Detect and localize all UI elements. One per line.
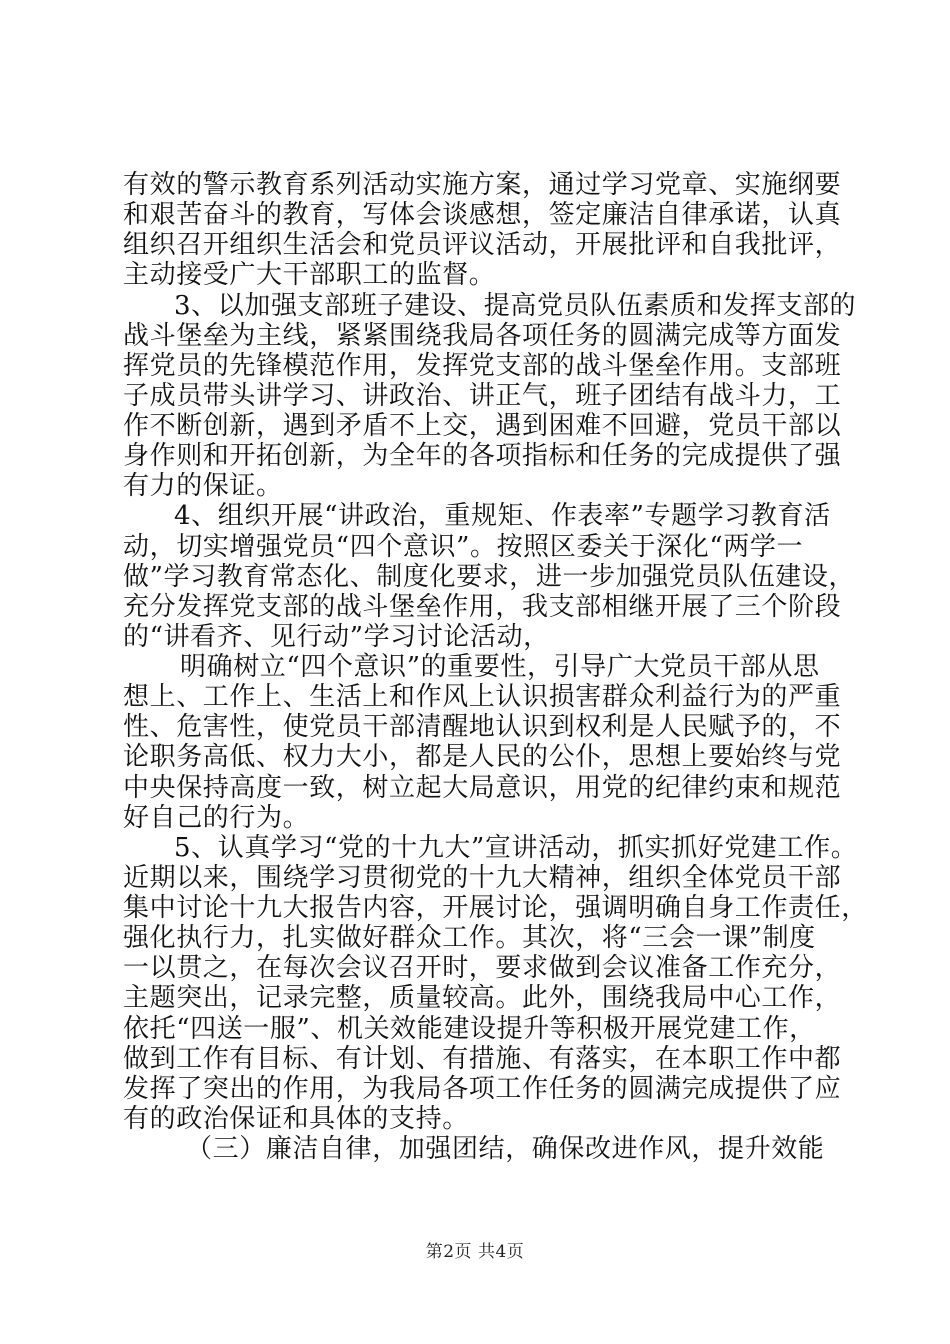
text-line: 强化执行力，扎实做好群众工作。其次，将“三会一课”制度 — [123, 923, 816, 953]
text-line: 做到工作有目标、有计划、有措施、有落实，在本职工作中都 — [123, 1044, 842, 1074]
text-line: 发挥了突出的作用，为我局各项工作任务的圆满完成提供了应 — [123, 1074, 842, 1104]
text-line: 做”学习教育常态化、制度化要求，进一步加强党员队伍建设， — [123, 562, 856, 592]
text-line: 作不断创新，遇到矛盾不上交，遇到困难不回避，党员干部以 — [123, 411, 842, 441]
text-line: 论职务高低、权力大小，都是人民的公仆，思想上要始终与党 — [123, 742, 842, 772]
text-line: 挥党员的先锋模范作用，发挥党支部的战斗堡垒作用。支部班 — [123, 351, 842, 381]
text-line: 近期以来，围绕学习贯彻党的十九大精神，组织全体党员干部 — [123, 863, 842, 893]
text-line: 充分发挥党支部的战斗堡垒作用，我支部相继开展了三个阶段 — [123, 592, 842, 622]
text-line: 有的政治保证和具体的支持。 — [123, 1104, 469, 1134]
text-line: 中央保持高度一致，树立起大局意识，用党的纪律约束和规范 — [123, 773, 842, 803]
text-line: 身作则和开拓创新，为全年的各项指标和任务的完成提供了强 — [123, 441, 842, 471]
text-line: 动，切实增强党员“四个意识”。按照区委关于深化“两学一 — [123, 532, 804, 562]
text-line: 的“讲看齐、见行动”学习讨论活动， — [123, 622, 550, 652]
page-footer — [0, 1240, 950, 1264]
text-line: 明确树立“四个意识”的重要性，引导广大党员干部从思 — [180, 652, 820, 682]
text-line: 组织召开组织生活会和党员评议活动，开展批评和自我批评， — [123, 230, 842, 260]
text-line: 战斗堡垒为主线，紧紧围绕我局各项任务的圆满完成等方面发 — [123, 321, 842, 351]
text-line: 子成员带头讲学习、讲政治、讲正气，班子团结有战斗力，工 — [123, 381, 842, 411]
text-line: 3、以加强支部班子建设、提高党员队伍素质和发挥支部的 — [174, 291, 857, 321]
text-line: 5、认真学习“党的十九大”宣讲活动，抓实抓好党建工作。 — [174, 833, 858, 863]
text-line: 好自己的行为。 — [123, 803, 310, 833]
text-line: （三）廉洁自律，加强团结，确保改进作风，提升效能 — [186, 1134, 825, 1164]
text-line: 有效的警示教育系列活动实施方案，通过学习党章、实施纲要 — [123, 170, 842, 200]
text-line: 一以贯之，在每次会议召开时，要求做到会议准备工作充分， — [123, 953, 842, 983]
text-line: 主动接受广大干部职工的监督。 — [123, 260, 496, 290]
text-line: 依托“四送一服”、机关效能建设提升等积极开展党建工作， — [123, 1014, 816, 1044]
page-number: 第2页 共4页 — [425, 1242, 525, 1262]
text-line: 想上、工作上、生活上和作风上认识损害群众利益行为的严重 — [123, 682, 842, 712]
text-line: 主题突出，记录完整，质量较高。此外，围绕我局中心工作， — [123, 983, 842, 1013]
text-line: 和艰苦奋斗的教育，写体会谈感想，签定廉洁自律承诺，认真 — [123, 200, 842, 230]
text-line: 性、危害性，使党员干部清醒地认识到权利是人民赋予的，不 — [123, 712, 842, 742]
text-line: 集中讨论十九大报告内容，开展讨论，强调明确自身工作责任， — [123, 893, 868, 923]
text-line: 有力的保证。 — [123, 471, 283, 501]
text-line: 4、组织开展“讲政治，重规矩、作表率”专题学习教育活 — [174, 501, 831, 531]
